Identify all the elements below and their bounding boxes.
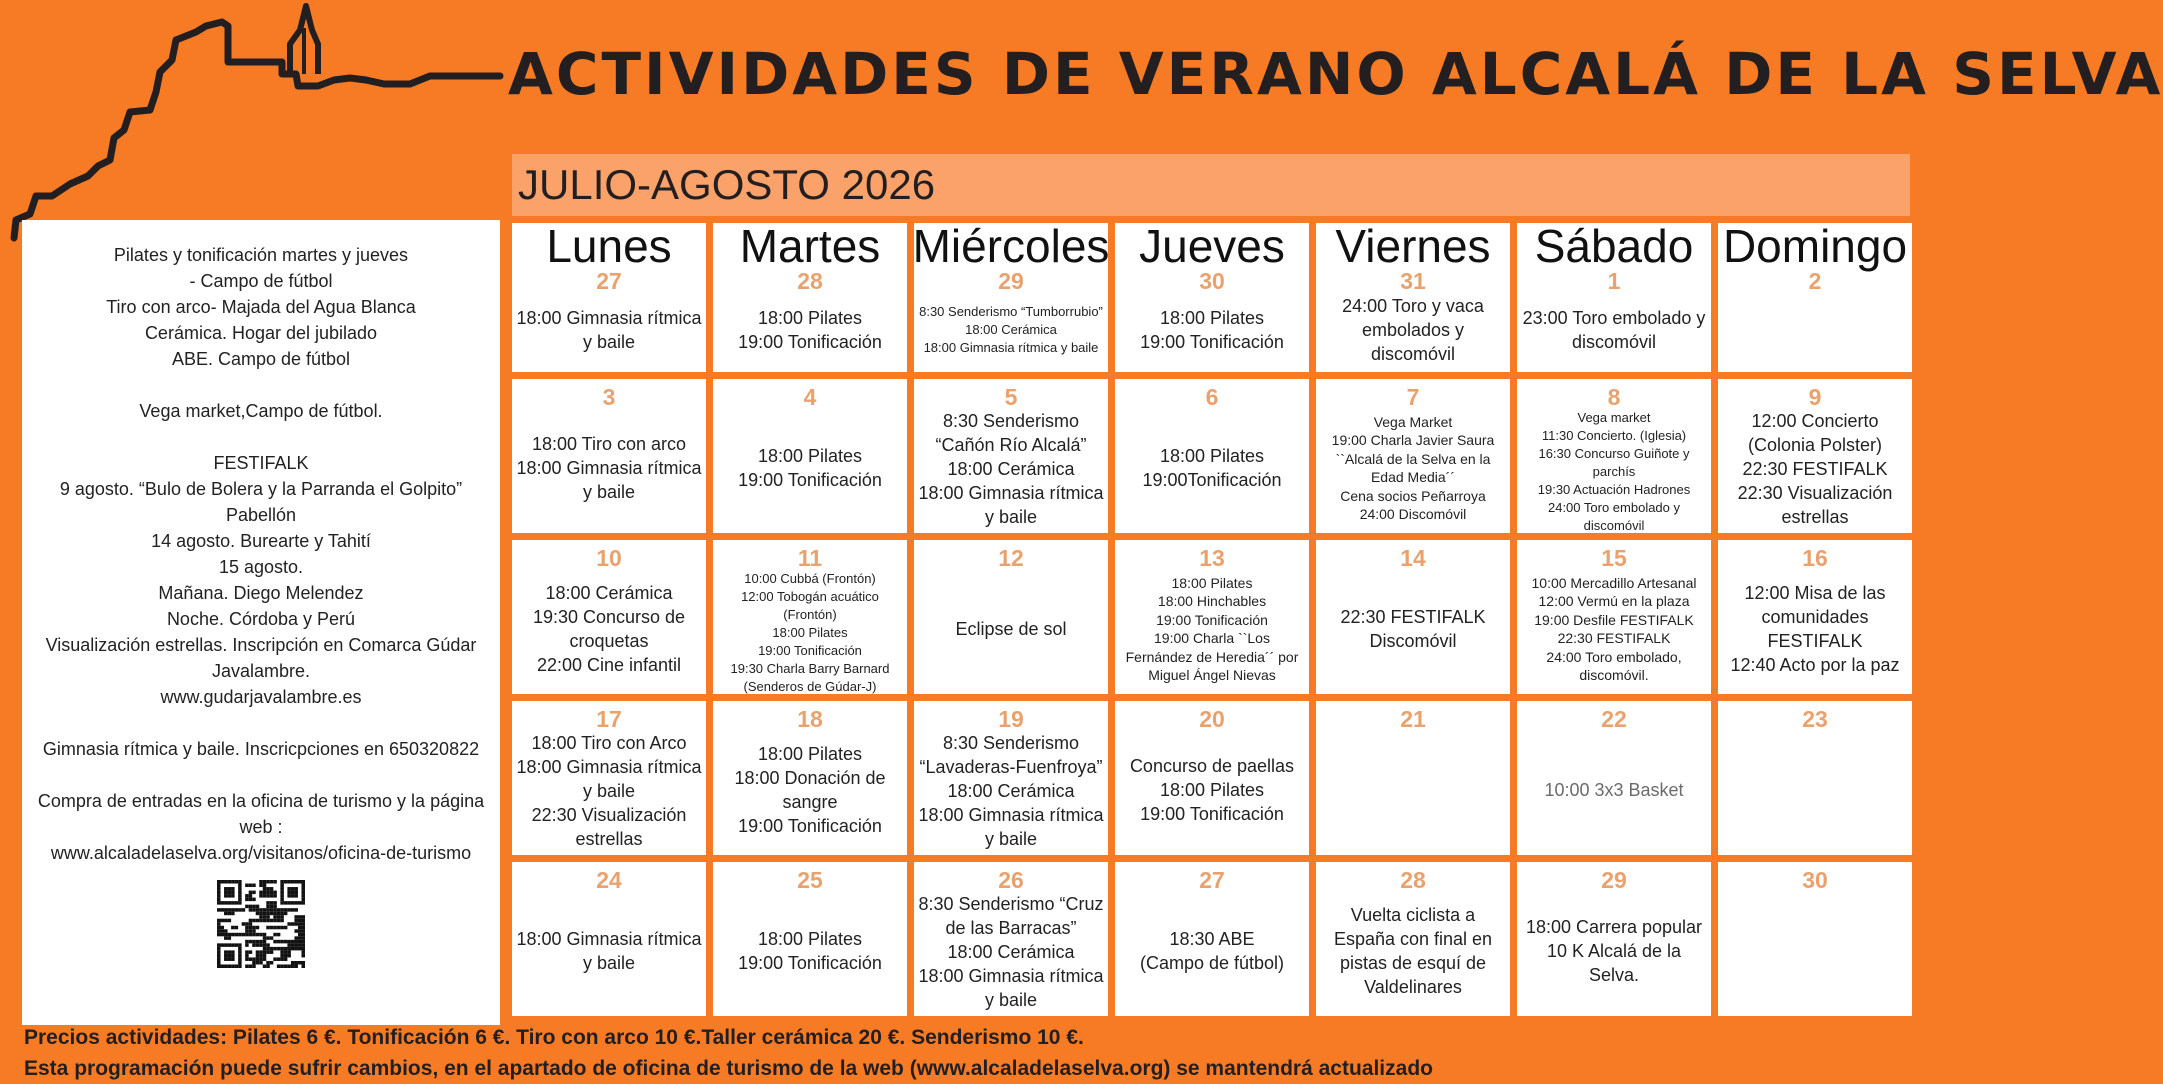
day-events xyxy=(713,731,907,855)
info-line: ABE. Campo de fútbol xyxy=(171,349,351,369)
day-number: 13 xyxy=(1199,545,1225,571)
day-number: 4 xyxy=(803,384,817,410)
info-line: 14 agosto. Burearte y Tahití xyxy=(151,531,371,551)
info-line: 15 agosto. xyxy=(218,557,304,577)
calendar-grid xyxy=(512,220,1912,1016)
day-events xyxy=(1316,892,1510,1016)
event-item: 18:00 Pilates xyxy=(1171,574,1253,591)
page-title: ACTIVIDADES DE VERANO ALCALÁ DE LA SELVA xyxy=(508,40,2163,108)
event-item: 18:00 Pilates xyxy=(757,929,863,949)
day-number: 30 xyxy=(1802,867,1828,893)
footer-prices: Precios actividades: Pilates 6 €. Tonificación 6 €. Tiro con arco 10 €.Taller cerámica 20 €. Senderismo 10 €. xyxy=(24,1026,1084,1049)
calendar-day-cell xyxy=(914,701,1108,855)
event-item: 18:00 Pilates xyxy=(757,307,863,328)
day-number: 22 xyxy=(1601,706,1627,732)
event-item: 19:00 Desfile FESTIFALK xyxy=(1534,611,1694,628)
event-item: 22:30 Visualización estrellas xyxy=(531,805,687,849)
day-number: 8 xyxy=(1607,384,1621,410)
qr-code-icon[interactable] xyxy=(217,880,305,968)
event-item: 18:00 Gimnasia rítmica y baile xyxy=(516,458,702,502)
event-item: 19:00Tonificación xyxy=(1142,470,1282,490)
event-item: 10:00 3x3 Basket xyxy=(1544,780,1684,800)
day-events xyxy=(914,293,1108,372)
day-events xyxy=(512,892,706,1016)
event-item: 22:30 FESTIFALK xyxy=(1557,630,1671,646)
event-item: 12:00 Tobogán acuático (Frontón) xyxy=(741,589,879,622)
day-events xyxy=(512,293,706,372)
event-item: 18:30 ABE xyxy=(1169,929,1255,949)
event-item: 10:00 Mercadillo Artesanal xyxy=(1531,574,1697,591)
info-line: Visualización estrellas. Inscripción en Comarca Gúdar Javalambre. xyxy=(45,635,477,681)
day-events xyxy=(512,570,706,694)
calendar-day-cell xyxy=(1316,540,1510,694)
event-item: 18:00 Pilates xyxy=(1159,307,1265,328)
footer-notice: Esta programación puede sufrir cambios, en el apartado de oficina de turismo de la web (www.alcaladelaselva.org) se mantendrá actualizado xyxy=(24,1057,1433,1080)
day-events xyxy=(1718,409,1912,535)
day-number: 10 xyxy=(596,545,622,571)
event-item: Vega Market xyxy=(1373,413,1453,430)
day-events xyxy=(1517,293,1711,372)
calendar-day-cell xyxy=(914,862,1108,1016)
event-item: 18:00 Pilates xyxy=(1159,780,1265,800)
castle-skyline-icon xyxy=(0,0,520,240)
day-events xyxy=(713,409,907,533)
event-item: 18:00 Gimnasia rítmica y baile xyxy=(918,805,1104,849)
day-number: 24 xyxy=(596,867,622,893)
info-text xyxy=(34,242,488,866)
event-item: 18:00 Pilates xyxy=(757,744,863,764)
day-events xyxy=(1316,409,1510,533)
event-item: 18:00 Cerámica xyxy=(947,942,1075,962)
day-number: 30 xyxy=(1199,268,1225,294)
info-spacer xyxy=(34,710,488,736)
info-line: Vega market,Campo de fútbol. xyxy=(139,401,383,421)
calendar-day-cell xyxy=(1718,379,1912,533)
day-number: 11 xyxy=(797,545,823,571)
weekday-header: Viernes xyxy=(1335,220,1491,272)
calendar-day-cell xyxy=(1115,379,1309,533)
calendar-day-cell xyxy=(1115,540,1309,694)
info-line: Pilates y tonificación martes y jueves xyxy=(113,245,409,265)
weekday-header: Domingo xyxy=(1722,220,1908,272)
event-item: 18:00 Tiro con Arco xyxy=(531,733,687,753)
info-line: www.alcaladelaselva.org/visitanos/oficina-de-turismo xyxy=(50,843,472,863)
day-number: 28 xyxy=(1400,867,1426,893)
event-item: 23:00 Toro embolado y discomóvil xyxy=(1522,307,1706,352)
info-line: Tiro con arco- Majada del Agua Blanca xyxy=(106,297,416,317)
day-number: 19 xyxy=(998,706,1024,732)
event-item: 18:00 Donación de sangre xyxy=(734,768,886,812)
day-number: 7 xyxy=(1406,384,1420,410)
info-line: Compra de entradas en la oficina de turismo y la página web : xyxy=(37,791,485,837)
day-events xyxy=(512,409,706,533)
day-events xyxy=(1718,731,1912,855)
day-number: 12 xyxy=(998,545,1024,571)
calendar-day-cell xyxy=(1115,701,1309,855)
event-item: 12:00 Misa de las comunidades xyxy=(1744,583,1886,627)
event-item: 18:00 Cerámica xyxy=(947,781,1075,801)
calendar-day-cell xyxy=(1718,220,1912,372)
event-item: Vuelta ciclista a España con final en pistas de esquí de Valdelinares xyxy=(1333,905,1493,997)
event-item: 12:00 Concierto (Colonia Polster) xyxy=(1747,411,1883,455)
day-number: 3 xyxy=(602,384,616,410)
day-events xyxy=(1115,731,1309,855)
calendar-day-cell xyxy=(1115,220,1309,372)
event-item: 18:00 Pilates xyxy=(1159,446,1265,466)
weekday-header: Lunes xyxy=(546,220,672,272)
calendar-day-cell xyxy=(713,220,907,372)
event-item: 18:00 Hinchables xyxy=(1157,593,1267,609)
info-line: Noche. Córdoba y Perú xyxy=(166,609,356,629)
event-item: 22:00 Cine infantil xyxy=(536,655,682,675)
day-events xyxy=(1517,892,1711,1016)
info-spacer xyxy=(34,372,488,398)
day-number: 28 xyxy=(797,268,823,294)
calendar-day-cell xyxy=(713,701,907,855)
calendar-day-cell xyxy=(1517,862,1711,1016)
day-number: 25 xyxy=(797,867,823,893)
event-item: 18:00 Cerámica xyxy=(545,583,673,603)
calendar-day-cell xyxy=(1115,862,1309,1016)
day-events xyxy=(914,570,1108,694)
day-number: 6 xyxy=(1205,384,1219,410)
calendar-day-cell xyxy=(1517,701,1711,855)
info-line: Mañana. Diego Melendez xyxy=(158,583,364,603)
event-item: 12:40 Acto por la paz xyxy=(1730,655,1900,675)
event-item: 22:30 FESTIFALK xyxy=(1742,459,1888,479)
calendar-day-cell xyxy=(1718,540,1912,694)
calendar-day-cell xyxy=(914,379,1108,533)
event-item: 18:00 Gimnasia rítmica y baile xyxy=(516,929,702,973)
event-item: 24:00 Toro embolado y discomóvil xyxy=(1547,500,1681,533)
event-item: 8:30 Senderismo “Cruz de las Barracas” xyxy=(918,894,1104,938)
calendar-day-cell xyxy=(1517,220,1711,372)
event-item: 18:00 Carrera popular 10 K Alcalá de la Selva. xyxy=(1525,917,1703,985)
event-item: 19:00 Tonificación xyxy=(738,331,882,352)
event-item: 18:00 Cerámica xyxy=(965,321,1057,337)
event-item: 18:00 Pilates xyxy=(757,446,863,466)
info-line: Gimnasia rítmica y baile. Inscricpciones en 650320822 xyxy=(42,739,480,759)
calendar-day-cell xyxy=(912,220,1110,372)
event-item: 18:00 Gimnasia rítmica y baile xyxy=(918,483,1104,527)
day-number: 15 xyxy=(1601,545,1627,571)
event-item: 8:30 Senderismo “Tumborrubio” xyxy=(919,303,1103,319)
calendar-day-cell xyxy=(512,220,706,372)
day-events xyxy=(713,892,907,1016)
day-events xyxy=(1316,293,1510,372)
weekday-header: Martes xyxy=(739,220,881,272)
info-panel xyxy=(22,220,500,1025)
info-spacer xyxy=(34,424,488,450)
day-events xyxy=(1718,570,1912,694)
day-events xyxy=(1316,570,1510,694)
day-events xyxy=(1115,409,1309,533)
day-number: 2 xyxy=(1808,268,1822,294)
event-item: Cena socios Peñarroya xyxy=(1340,487,1486,504)
event-item: 19:00 Tonificación xyxy=(738,953,882,973)
event-item: 18:00 Pilates xyxy=(772,625,848,640)
day-events xyxy=(1115,293,1309,372)
event-item: 12:00 Vermú en la plaza xyxy=(1538,593,1690,609)
event-item: 19:00 Tonificación xyxy=(1156,611,1268,628)
day-events xyxy=(1517,409,1711,541)
event-item: 19:00 Tonificación xyxy=(1140,331,1284,352)
day-events xyxy=(914,892,1108,1018)
calendar-day-cell xyxy=(1316,701,1510,855)
event-item: 19:00 Tonificación xyxy=(1140,804,1284,824)
day-number: 31 xyxy=(1400,268,1426,294)
info-line: FESTIFALK xyxy=(213,453,309,473)
day-events xyxy=(1718,892,1912,1016)
day-events xyxy=(1517,731,1711,855)
weekday-header: Jueves xyxy=(1139,220,1285,272)
period-banner: JULIO-AGOSTO 2026 xyxy=(512,154,1910,216)
day-events xyxy=(1316,731,1510,855)
event-item: Vega market xyxy=(1577,410,1651,425)
day-number: 17 xyxy=(596,706,622,732)
footer xyxy=(24,1022,1904,1084)
info-line: www.gudarjavalambre.es xyxy=(160,687,362,707)
weekday-header: Sábado xyxy=(1534,220,1694,272)
event-item: 18:00 Gimnasia rítmica y baile xyxy=(918,966,1104,1010)
event-item: Discomóvil xyxy=(1369,631,1457,651)
day-events xyxy=(512,731,706,857)
event-item: 19:30 Actuación Hadrones xyxy=(1537,482,1691,497)
day-number: 27 xyxy=(596,268,622,294)
day-number: 23 xyxy=(1802,706,1828,732)
day-number: 29 xyxy=(998,268,1024,294)
weekday-header: Miércoles xyxy=(912,220,1110,272)
calendar-day-cell xyxy=(512,379,706,533)
event-item: 19:30 Charla Barry Barnard (Senderos de Gúdar-J) xyxy=(730,661,890,694)
event-item: 24:00 Toro y vaca embolados y discomóvil xyxy=(1342,295,1484,364)
event-item: 19:00 Tonificación xyxy=(738,816,882,836)
calendar-day-cell xyxy=(713,862,907,1016)
event-item: 19:00 Charla ``Los Fernández de Heredia´´ por Miguel Ángel Nievas xyxy=(1125,630,1299,683)
calendar-day-cell xyxy=(1517,379,1711,533)
day-events xyxy=(914,409,1108,535)
calendar-day-cell xyxy=(713,379,907,533)
day-number: 20 xyxy=(1199,706,1225,732)
event-item: 11:30 Concierto. (Iglesia) xyxy=(1541,428,1687,443)
day-number: 1 xyxy=(1607,268,1621,294)
day-events xyxy=(713,570,907,702)
event-item: 24:00 Toro embolado, discomóvil. xyxy=(1546,648,1682,683)
day-events xyxy=(1517,570,1711,694)
event-item: FESTIFALK xyxy=(1767,631,1863,651)
event-item: 18:00 Tiro con arco xyxy=(531,434,687,454)
day-number: 27 xyxy=(1199,867,1225,893)
day-events xyxy=(1718,293,1912,372)
event-item: 8:30 Senderismo “Lavaderas-Fuenfroya” xyxy=(919,733,1103,777)
calendar-day-cell xyxy=(1316,862,1510,1016)
event-item: 24:00 Discomóvil xyxy=(1359,506,1467,522)
event-item: (Campo de fútbol) xyxy=(1139,953,1285,973)
event-item: 10:00 Cubbá (Frontón) xyxy=(744,571,876,586)
info-line: Cerámica. Hogar del jubilado xyxy=(144,323,378,343)
day-number: 18 xyxy=(797,706,823,732)
day-number: 26 xyxy=(998,867,1024,893)
calendar-day-cell xyxy=(512,862,706,1016)
event-item: Concurso de paellas xyxy=(1129,756,1295,776)
event-item: 19:00 Charla Javier Saura ``Alcalá de la Selva en la Edad Media´´ xyxy=(1331,432,1495,485)
info-line: - Campo de fútbol xyxy=(189,271,333,291)
event-item: 22:30 FESTIFALK xyxy=(1340,607,1486,627)
event-item: 8:30 Senderismo “Cañón Río Alcalá” xyxy=(935,411,1087,455)
day-events xyxy=(1115,570,1309,694)
calendar-day-cell xyxy=(914,540,1108,694)
day-number: 9 xyxy=(1808,384,1822,410)
event-item: 18:00 Cerámica xyxy=(947,459,1075,479)
calendar-day-cell xyxy=(1718,862,1912,1016)
event-item: 16:30 Concurso Guiñote y parchís xyxy=(1538,446,1690,479)
day-number: 16 xyxy=(1802,545,1828,571)
calendar-day-cell xyxy=(512,540,706,694)
event-item: 18:00 Gimnasia rítmica y baile xyxy=(516,307,702,352)
info-line: 9 agosto. “Bulo de Bolera y la Parranda el Golpito” Pabellón xyxy=(59,479,463,525)
day-events xyxy=(713,293,907,372)
info-spacer xyxy=(34,762,488,788)
event-item: 19:30 Concurso de croquetas xyxy=(532,607,686,651)
event-item: 18:00 Gimnasia rítmica y baile xyxy=(516,757,702,801)
day-events xyxy=(914,731,1108,857)
calendar-day-cell xyxy=(1517,540,1711,694)
event-item: Eclipse de sol xyxy=(955,619,1067,639)
day-number: 14 xyxy=(1400,545,1426,571)
day-events xyxy=(1115,892,1309,1016)
day-number: 29 xyxy=(1601,867,1627,893)
event-item: 22:30 Visualización estrellas xyxy=(1737,483,1893,527)
day-number: 21 xyxy=(1400,706,1426,732)
event-item: 19:00 Tonificación xyxy=(738,470,882,490)
event-item: 19:00 Tonificación xyxy=(758,643,862,658)
calendar-day-cell xyxy=(713,540,907,694)
calendar-day-cell xyxy=(512,701,706,855)
calendar-day-cell xyxy=(1718,701,1912,855)
day-number: 5 xyxy=(1004,384,1018,410)
event-item: 18:00 Gimnasia rítmica y baile xyxy=(923,339,1099,355)
calendar-day-cell xyxy=(1316,220,1510,372)
calendar-day-cell xyxy=(1316,379,1510,533)
